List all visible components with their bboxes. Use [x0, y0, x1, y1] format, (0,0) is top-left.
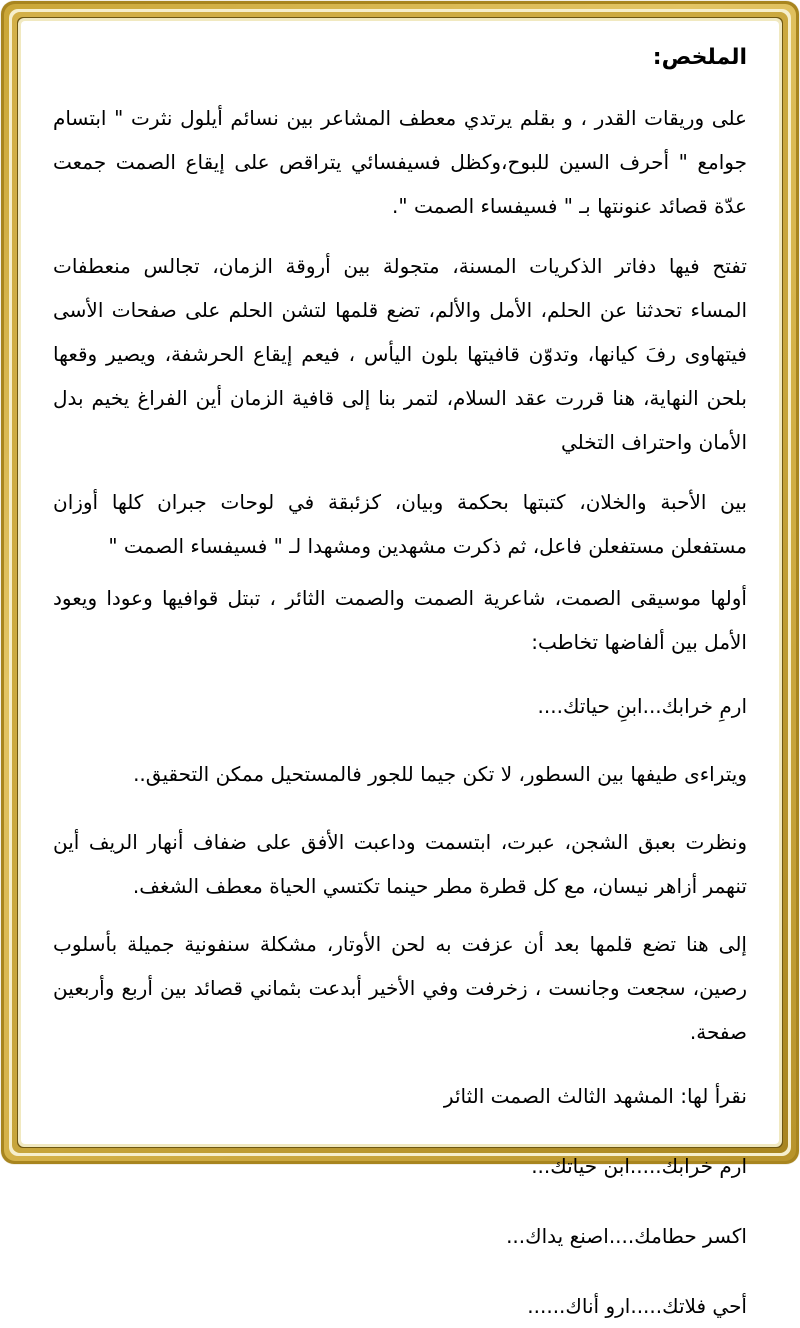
page-title: الملخص:: [652, 45, 747, 70]
abstract-paragraph-2: تفتح فيها دفاتر الذكريات المسنة، متجولة بين أروقة الزمان، تجالس منعطفات المساء تحدثنا عن الحلم، الأمل والألم، تضع قلمها لتشن الحلم على صفحات الأسى فيتهاوى رفَ كيانها، وتدوّن قافيتها بلون اليأس ، فيعم إيقاع الحرشفة، ويصير وقعها بلحن النهاية، هنا قررت عقد السلام، لتمر بنا إلى قافية الزمان أين الفراغ يخيم بدل الأمان واحتراف التخلي: [53, 254, 747, 454]
scene-heading-line: نقرأ لها: المشهد الثالث الصمت الثائر: [443, 1084, 747, 1108]
abstract-paragraph-1: على وريقات القدر ، و بقلم يرتدي معطف المشاعر بين نسائم أيلول نثرت " ابتسام جوامع " أحرف السين للبوح،وكظل فسيفسائي يتراقص على إيقاع الصمت جمعت عدّة قصائد عنونتها بـ " فسيفساء الصمت ".: [53, 106, 747, 218]
poem-quote-3: اكسر حطامك....اصنع يداك...: [506, 1224, 747, 1248]
abstract-paragraph-6: ونظرت بعبق الشجن، عبرت، ابتسمت وداعبت الأفق على ضفاف أنهار الريف أين تنهمر أزاهر نيسان، مع كل قطرة مطر حينما تكتسي الحياة معطف الشغف.: [53, 830, 747, 898]
abstract-paragraph-7: إلى هنا تضع قلمها بعد أن عزفت به لحن الأوتار، مشكلة سنفونية جميلة بأسلوب رصين، سجعت وجانست ، زخرفت وفي الأخير أبدعت بثماني قصائد بين أربع وأربعين صفحة.: [53, 932, 747, 1044]
poem-quote-1: ارمِ خرابك...ابنِ حياتك....: [537, 694, 747, 718]
document-page: [21, 21, 779, 1318]
poem-quote-2: ارم خرابك.....ابن حياتك...: [531, 1154, 747, 1178]
abstract-paragraph-5: ويتراءى طيفها بين السطور، لا تكن جيما للجور فالمستحيل ممكن التحقيق..: [133, 762, 747, 786]
abstract-paragraph-3: بين الأحبة والخلان، كتبتها بحكمة وبيان، كزئبقة في لوحات جبران كلها أوزان مستفعلن مستفعلن فاعل، ثم ذكرت مشهدين ومشهدا لـ " فسيفساء الصمت ": [53, 490, 747, 558]
poem-quote-4: أحي فلاتك.....ارو أناك......: [527, 1294, 747, 1318]
abstract-paragraph-4: أولها موسيقى الصمت، شاعرية الصمت والصمت الثائر ، تبتل قوافيها وعودا ويعود الأمل بين ألفاضها تخاطب:: [53, 586, 747, 654]
